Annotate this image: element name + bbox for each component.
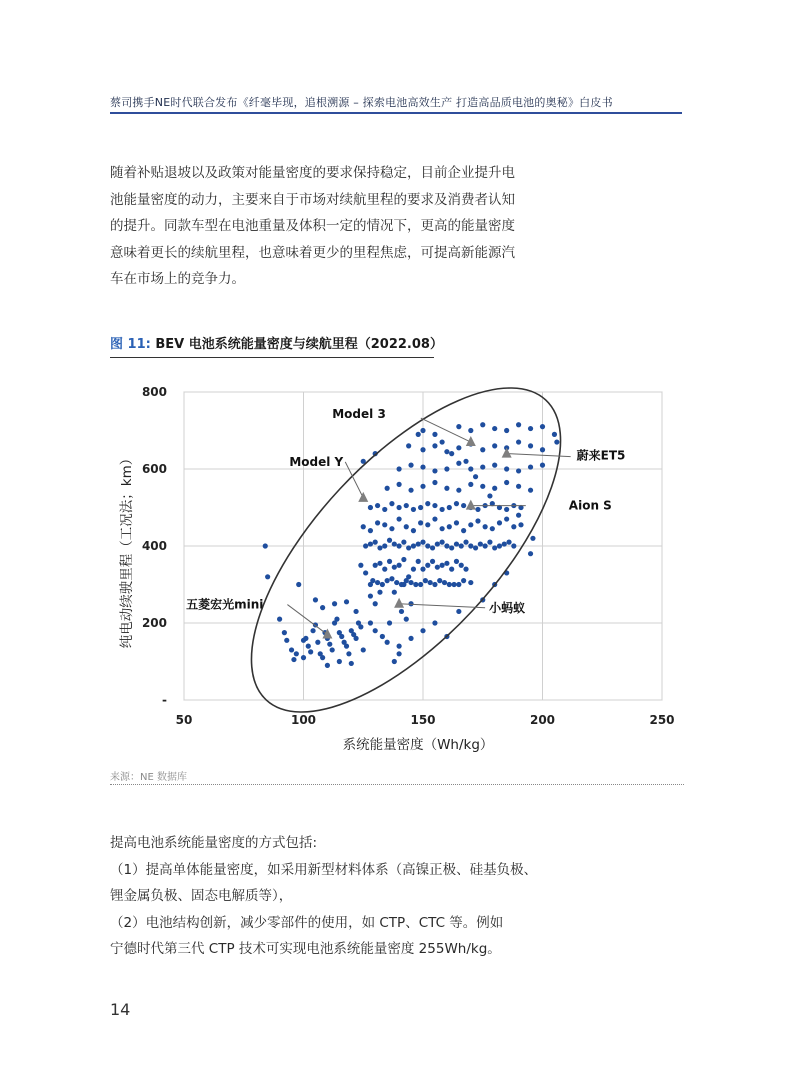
- data-point: [358, 624, 363, 629]
- data-point: [327, 642, 332, 647]
- data-point: [454, 559, 459, 564]
- data-point: [420, 540, 425, 545]
- data-point: [475, 518, 480, 523]
- data-point: [389, 526, 394, 531]
- data-point: [416, 541, 421, 546]
- methods-line: 锂金属负极、固态电解质等），: [110, 888, 293, 904]
- data-point: [294, 651, 299, 656]
- data-point: [392, 541, 397, 546]
- data-point: [397, 505, 402, 510]
- data-point: [461, 578, 466, 583]
- data-point: [404, 578, 409, 583]
- data-point: [444, 561, 449, 566]
- annotation-label: 小蚂蚁: [489, 600, 526, 615]
- data-point: [382, 543, 387, 548]
- data-point: [444, 466, 449, 471]
- methods-line: 宁德时代第三代 CTP 技术可实现电池系统能量密度 255Wh/kg。: [110, 941, 501, 957]
- data-point: [353, 609, 358, 614]
- data-point: [368, 620, 373, 625]
- data-point: [411, 543, 416, 548]
- data-point: [401, 540, 406, 545]
- data-point: [540, 463, 545, 468]
- data-point: [301, 655, 306, 660]
- data-point: [480, 464, 485, 469]
- data-point: [473, 545, 478, 550]
- data-point: [289, 647, 294, 652]
- data-point: [416, 432, 421, 437]
- data-point: [468, 522, 473, 527]
- data-point: [432, 443, 437, 448]
- data-point: [339, 634, 344, 639]
- data-point: [418, 505, 423, 510]
- data-point: [492, 545, 497, 550]
- data-point: [528, 551, 533, 556]
- data-point: [432, 620, 437, 625]
- x-axis-label: 系统能量密度（Wh/kg）: [342, 737, 494, 753]
- chart-grid: [184, 392, 662, 700]
- data-point: [463, 540, 468, 545]
- y-tick-label: 200: [141, 616, 167, 630]
- data-point: [459, 543, 464, 548]
- data-point: [530, 536, 535, 541]
- data-point: [373, 563, 378, 568]
- y-tick-label: -: [162, 693, 167, 707]
- methods-line: （2）电池结构创新，减少零部件的使用，如 CTP、CTC 等。例如: [110, 914, 504, 931]
- annotation-marker: [358, 492, 368, 502]
- data-point: [368, 593, 373, 598]
- data-point: [320, 655, 325, 660]
- data-point: [361, 524, 366, 529]
- data-point: [389, 501, 394, 506]
- data-point: [373, 540, 378, 545]
- data-point: [497, 543, 502, 548]
- methods-line: 提高电池系统能量密度的方式包括:: [110, 835, 318, 851]
- data-point: [404, 617, 409, 622]
- data-point: [420, 428, 425, 433]
- data-point: [447, 505, 452, 510]
- data-point: [504, 516, 509, 521]
- data-point: [440, 563, 445, 568]
- data-point: [377, 561, 382, 566]
- data-point: [387, 559, 392, 564]
- data-point: [492, 426, 497, 431]
- data-point: [480, 422, 485, 427]
- data-point: [418, 520, 423, 525]
- data-point: [554, 439, 559, 444]
- source-rule: [110, 784, 684, 785]
- data-point: [518, 522, 523, 527]
- data-point: [428, 580, 433, 585]
- figure-label: 图 11:: [110, 337, 151, 352]
- data-point: [540, 424, 545, 429]
- data-point: [552, 432, 557, 437]
- data-point: [480, 484, 485, 489]
- data-point: [408, 636, 413, 641]
- data-point: [432, 432, 437, 437]
- annotation-leader: [507, 454, 571, 457]
- data-point: [454, 541, 459, 546]
- data-point: [385, 640, 390, 645]
- data-point: [511, 543, 516, 548]
- data-point: [451, 582, 456, 587]
- data-point: [397, 543, 402, 548]
- data-point: [444, 486, 449, 491]
- data-point: [397, 516, 402, 521]
- data-point: [463, 459, 468, 464]
- x-tick-label: 200: [529, 713, 556, 727]
- data-point: [291, 657, 296, 662]
- data-point: [425, 543, 430, 548]
- intro-paragraph: [110, 160, 540, 293]
- data-point: [401, 557, 406, 562]
- data-point: [423, 578, 428, 583]
- data-point: [461, 528, 466, 533]
- data-point: [440, 526, 445, 531]
- data-point: [440, 439, 445, 444]
- data-point: [284, 638, 289, 643]
- data-point: [449, 545, 454, 550]
- data-point: [516, 513, 521, 518]
- data-point: [394, 580, 399, 585]
- data-point: [385, 486, 390, 491]
- data-point: [454, 501, 459, 506]
- data-point: [315, 640, 320, 645]
- intro-line: 池能量密度的动力，主要来自于市场对续航里程的要求及消费者认知: [110, 191, 515, 208]
- data-point: [413, 582, 418, 587]
- data-point: [456, 461, 461, 466]
- page-number: 14: [110, 1000, 131, 1019]
- data-point: [432, 480, 437, 485]
- data-point: [456, 445, 461, 450]
- data-point: [399, 609, 404, 614]
- data-point: [408, 488, 413, 493]
- intro-line: 随着补贴退坡以及政策对能量密度的要求保持稳定，目前企业提升电: [110, 165, 515, 181]
- source-note: 来源：NE 数据库: [110, 772, 187, 783]
- data-point: [353, 636, 358, 641]
- data-point: [310, 628, 315, 633]
- data-point: [468, 482, 473, 487]
- data-point: [408, 580, 413, 585]
- data-point: [420, 447, 425, 452]
- data-point: [444, 449, 449, 454]
- annotation-marker: [394, 598, 404, 608]
- y-tick-label: 400: [141, 539, 167, 553]
- annotation-marker: [466, 500, 476, 510]
- data-point: [265, 574, 270, 579]
- page-header: 蔡司携手NE时代联合发布《纤毫毕现，追根溯源 – 探索电池高效生产 打造高品质电池的奥秘》白皮书: [110, 96, 613, 109]
- data-point: [397, 466, 402, 471]
- data-point: [377, 545, 382, 550]
- data-point: [387, 620, 392, 625]
- data-point: [528, 443, 533, 448]
- data-point: [382, 507, 387, 512]
- data-point: [516, 422, 521, 427]
- data-point: [392, 590, 397, 595]
- data-point: [528, 426, 533, 431]
- annotation-marker: [502, 448, 512, 458]
- data-point: [432, 503, 437, 508]
- data-point: [387, 538, 392, 543]
- data-point: [468, 543, 473, 548]
- figure-title: [110, 333, 443, 352]
- data-point: [511, 524, 516, 529]
- data-point: [325, 663, 330, 668]
- data-point: [375, 520, 380, 525]
- data-point: [483, 524, 488, 529]
- data-point: [320, 605, 325, 610]
- data-point: [373, 628, 378, 633]
- data-point: [435, 565, 440, 570]
- highlight-ellipse: [200, 365, 611, 761]
- data-point: [373, 601, 378, 606]
- data-point: [435, 541, 440, 546]
- data-point: [406, 545, 411, 550]
- data-point: [363, 543, 368, 548]
- figure-caption: BEV 电池系统能量密度与续航里程（2022.08）: [155, 337, 443, 352]
- data-point: [540, 447, 545, 452]
- x-tick-label: 50: [175, 713, 193, 727]
- data-point: [392, 659, 397, 664]
- data-point: [389, 576, 394, 581]
- data-point: [346, 651, 351, 656]
- data-point: [411, 507, 416, 512]
- data-point: [502, 541, 507, 546]
- data-point: [487, 540, 492, 545]
- data-point: [478, 541, 483, 546]
- x-tick-label: 100: [290, 713, 317, 727]
- data-point: [332, 601, 337, 606]
- data-point: [349, 661, 354, 666]
- annotation-label: 蔚来ET5: [576, 448, 626, 463]
- data-point: [516, 468, 521, 473]
- data-point: [430, 559, 435, 564]
- data-point: [492, 443, 497, 448]
- y-axis-label: 纯电动续驶里程（工况法；km）: [119, 451, 135, 649]
- annotation-label: 五菱宏光mini: [186, 597, 264, 612]
- data-point: [416, 559, 421, 564]
- data-point: [397, 644, 402, 649]
- y-tick-label: 800: [141, 385, 167, 399]
- data-point: [370, 578, 375, 583]
- x-tick-label: 250: [649, 713, 675, 727]
- data-point: [408, 463, 413, 468]
- data-point: [492, 463, 497, 468]
- intro-line: 车在市场上的竞争力。: [110, 271, 245, 287]
- data-point: [404, 503, 409, 508]
- data-point: [442, 580, 447, 585]
- methods-paragraph: [110, 830, 540, 963]
- data-point: [425, 563, 430, 568]
- data-point: [368, 505, 373, 510]
- chart-axes: [142, 385, 675, 727]
- data-point: [430, 545, 435, 550]
- data-point: [377, 590, 382, 595]
- data-point: [277, 617, 282, 622]
- data-point: [411, 567, 416, 572]
- data-point: [492, 486, 497, 491]
- data-point: [368, 528, 373, 533]
- data-point: [528, 464, 533, 469]
- data-point: [303, 636, 308, 641]
- data-point: [468, 428, 473, 433]
- x-tick-label: 150: [410, 713, 436, 727]
- data-point: [363, 570, 368, 575]
- data-point: [440, 540, 445, 545]
- data-point: [447, 582, 452, 587]
- data-point: [454, 520, 459, 525]
- data-point: [528, 488, 533, 493]
- data-point: [449, 567, 454, 572]
- data-point: [263, 543, 268, 548]
- data-point: [425, 522, 430, 527]
- header-rule: [110, 112, 682, 114]
- data-point: [456, 424, 461, 429]
- data-point: [358, 563, 363, 568]
- data-point: [337, 659, 342, 664]
- data-point: [490, 526, 495, 531]
- data-point: [404, 524, 409, 529]
- data-point: [344, 644, 349, 649]
- data-point: [473, 474, 478, 479]
- data-point: [375, 503, 380, 508]
- data-point: [447, 524, 452, 529]
- chart-annotations: [186, 407, 625, 639]
- data-point: [392, 565, 397, 570]
- data-point: [375, 580, 380, 585]
- data-point: [397, 651, 402, 656]
- data-point: [497, 520, 502, 525]
- figure-title-rule: [110, 357, 434, 358]
- data-point: [382, 522, 387, 527]
- data-point: [468, 580, 473, 585]
- annotation-leader: [421, 418, 471, 442]
- data-point: [440, 507, 445, 512]
- data-point: [437, 578, 442, 583]
- data-point: [420, 464, 425, 469]
- methods-line: （1）提高单体能量密度，如采用新型材料体系（高镍正极、硅基负极、: [110, 861, 538, 878]
- data-point: [463, 567, 468, 572]
- data-point: [425, 501, 430, 506]
- data-point: [420, 628, 425, 633]
- data-point: [504, 480, 509, 485]
- data-point: [344, 599, 349, 604]
- data-point: [461, 503, 466, 508]
- data-point: [380, 634, 385, 639]
- data-point: [397, 563, 402, 568]
- data-point: [406, 443, 411, 448]
- data-point: [504, 466, 509, 471]
- intro-line: 的提升。同款车型在电池重量及体积一定的情况下，更高的能量密度: [110, 218, 515, 234]
- data-point: [506, 540, 511, 545]
- data-point: [330, 647, 335, 652]
- data-point: [361, 647, 366, 652]
- intro-line: 意味着更长的续航里程，也意味着更少的里程焦虑，可提高新能源汽: [110, 244, 515, 261]
- data-point: [480, 447, 485, 452]
- data-point: [368, 541, 373, 546]
- data-point: [308, 649, 313, 654]
- data-point: [380, 582, 385, 587]
- data-point: [456, 488, 461, 493]
- data-point: [420, 567, 425, 572]
- annotation-marker: [466, 436, 476, 446]
- data-point: [382, 567, 387, 572]
- data-point: [504, 507, 509, 512]
- data-point: [411, 528, 416, 533]
- annotation-label: Model 3: [332, 407, 386, 422]
- data-point: [516, 484, 521, 489]
- data-point: [456, 609, 461, 614]
- data-point: [282, 630, 287, 635]
- data-point: [468, 466, 473, 471]
- data-point: [385, 578, 390, 583]
- data-point: [483, 543, 488, 548]
- data-point: [459, 563, 464, 568]
- data-point: [313, 597, 318, 602]
- data-point: [487, 493, 492, 498]
- data-point: [504, 428, 509, 433]
- data-point: [334, 617, 339, 622]
- y-tick-label: 600: [141, 462, 167, 476]
- data-point: [420, 484, 425, 489]
- data-point: [399, 582, 404, 587]
- annotation-label: Model Y: [289, 454, 344, 469]
- data-point: [296, 582, 301, 587]
- data-point: [475, 507, 480, 512]
- data-point: [444, 543, 449, 548]
- data-point: [432, 468, 437, 473]
- data-point: [432, 516, 437, 521]
- data-point: [418, 582, 423, 587]
- data-point: [306, 644, 311, 649]
- data-point: [456, 582, 461, 587]
- data-point: [432, 582, 437, 587]
- data-point: [516, 439, 521, 444]
- annotation-label: Aion S: [568, 498, 612, 513]
- data-point: [449, 451, 454, 456]
- scatter-chart: [110, 365, 684, 765]
- data-point: [397, 482, 402, 487]
